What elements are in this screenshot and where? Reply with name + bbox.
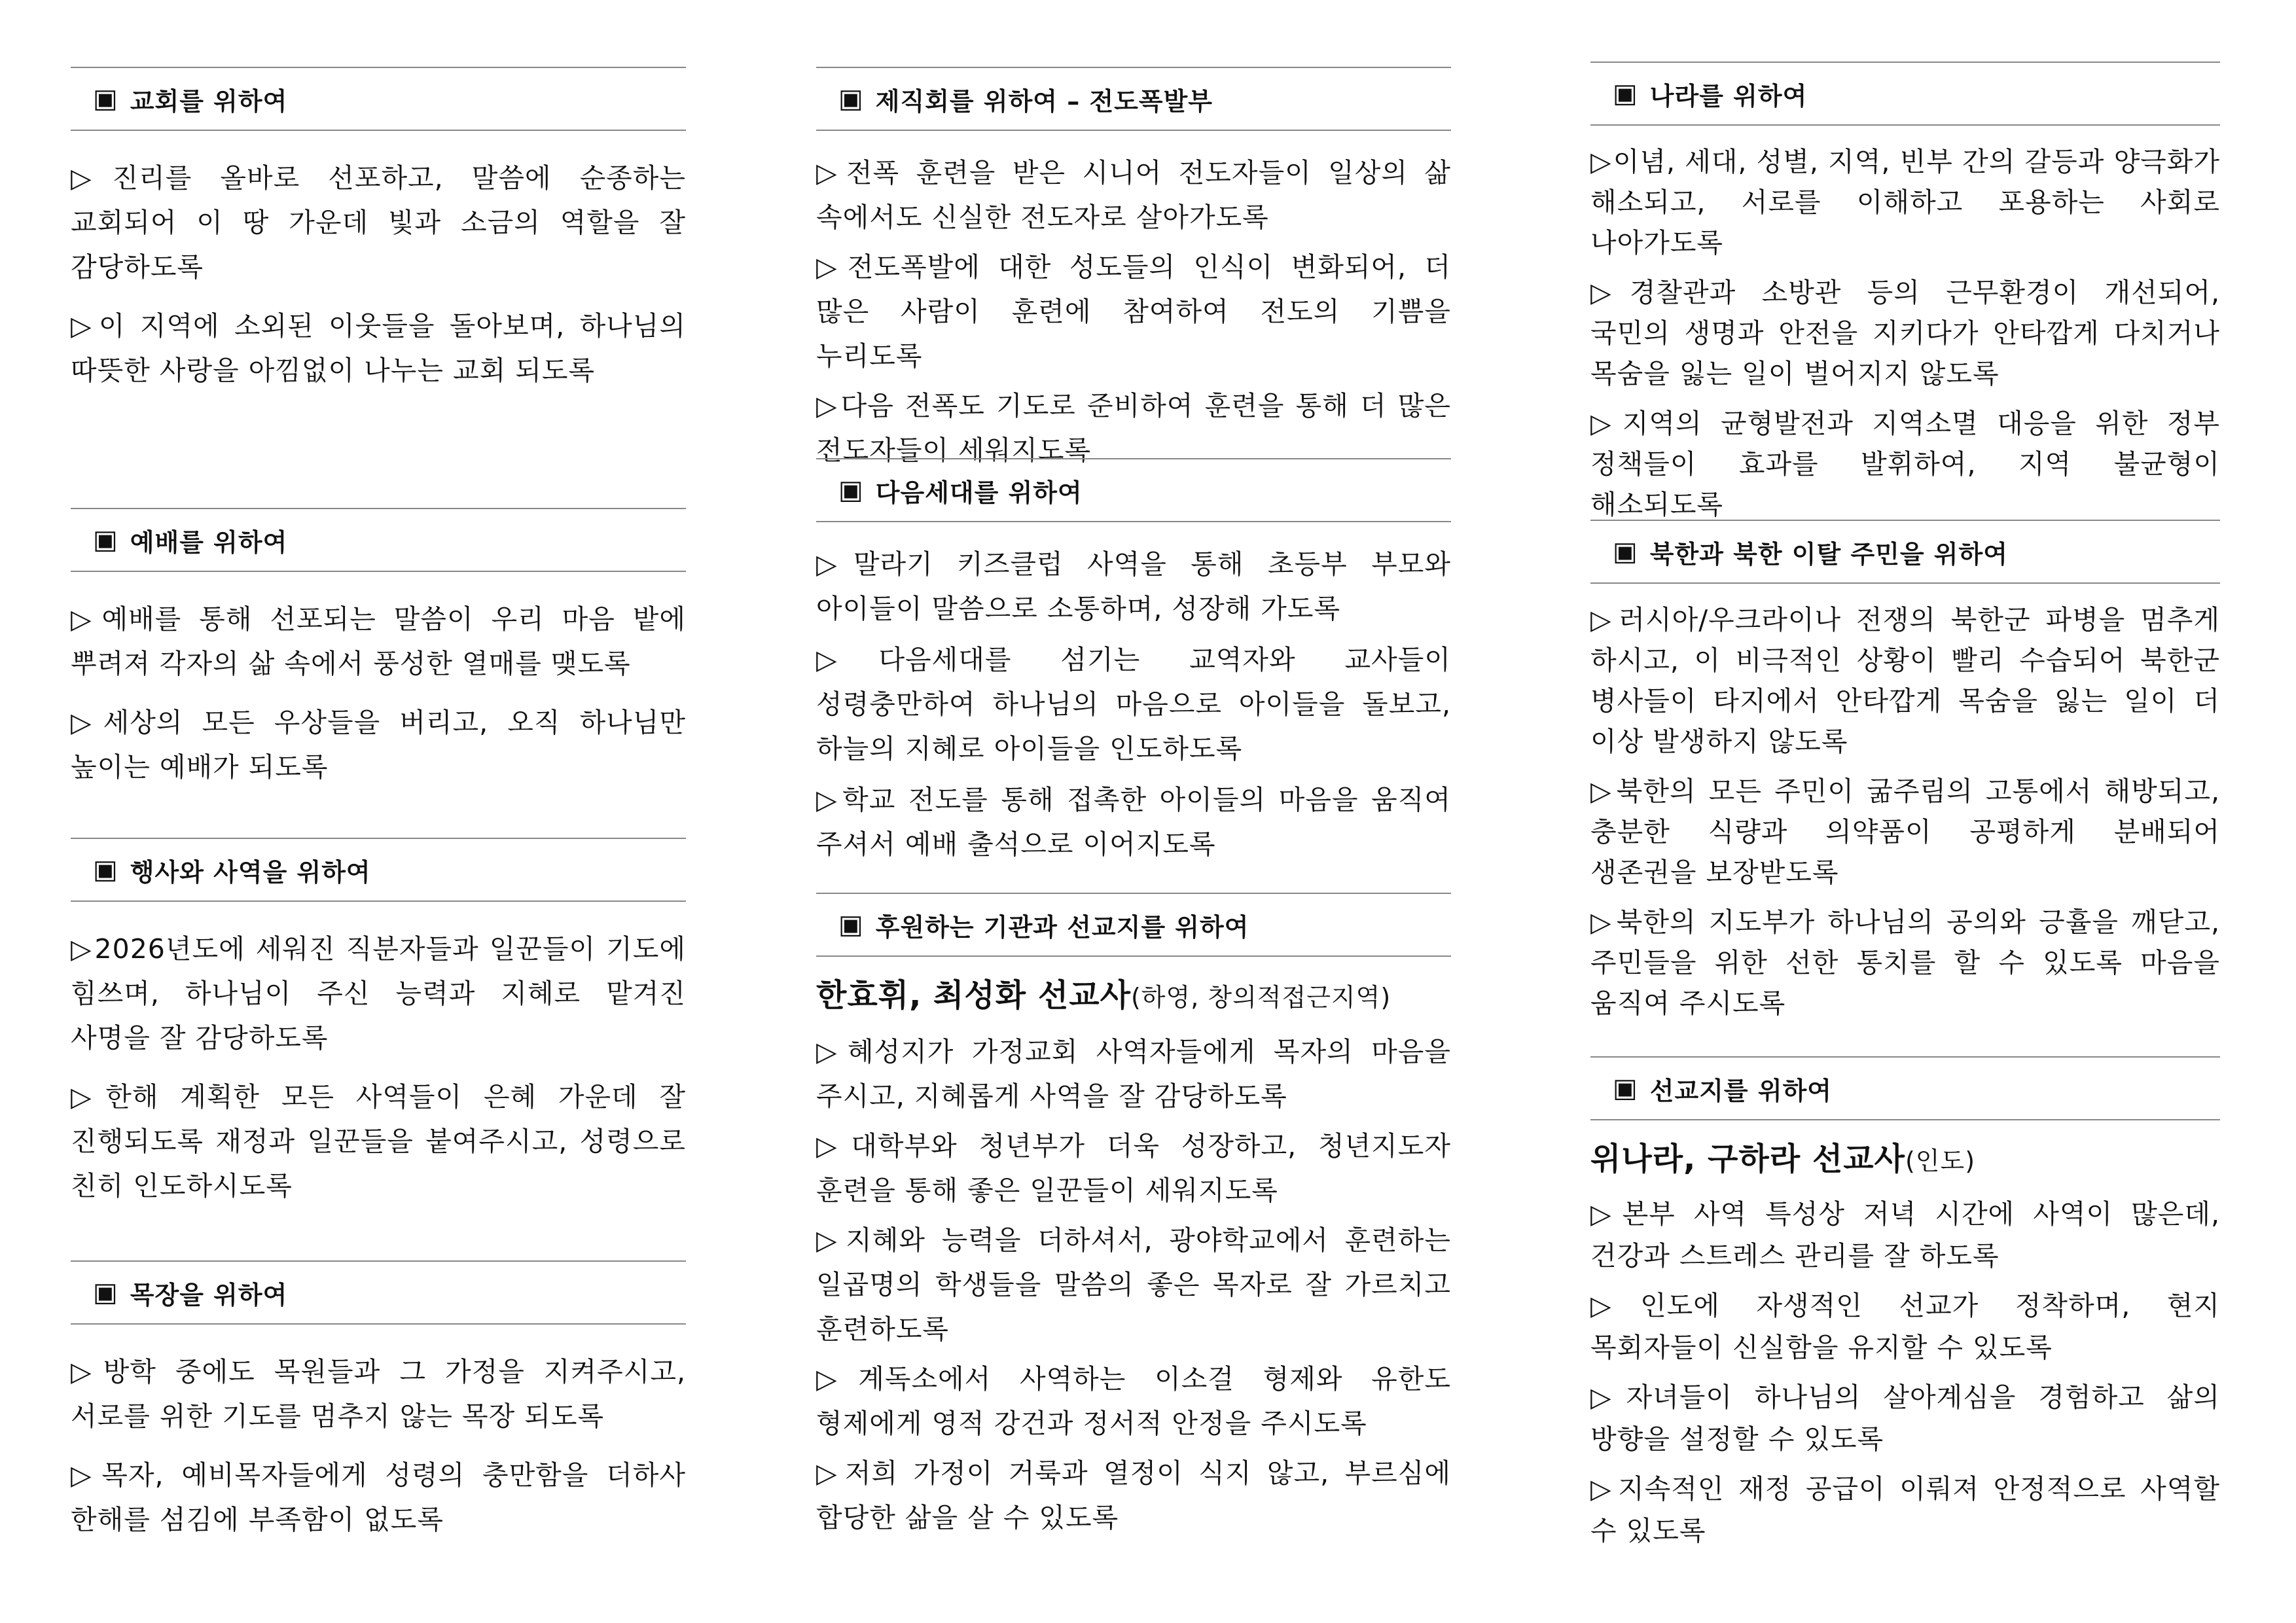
triangle-bullet-icon: ▷ (816, 157, 845, 188)
heading-text: 목장을 위하여 (130, 1280, 288, 1310)
prayer-item (1590, 902, 2220, 1024)
triangle-bullet-icon: ▷ (1590, 146, 1612, 177)
prayer-item (71, 597, 686, 686)
section-heading (71, 67, 686, 131)
prayer-text: 세상의 모든 우상들을 버리고, 오직 하나님만 높이는 예배가 되도록 (71, 707, 686, 783)
prayer-item (71, 1349, 686, 1438)
prayer-item (816, 245, 1451, 378)
prayer-item (71, 304, 686, 393)
prayer-item (71, 1453, 686, 1542)
prayer-text: 지역의 균형발전과 지역소멸 대응을 위한 정부 정책들이 효과를 발휘하여, 지역 불균형이 해소되도록 (1590, 408, 2220, 520)
triangle-bullet-icon: ▷ (1590, 1198, 1621, 1230)
prayer-text: 대학부와 청년부가 더욱 성장하고, 청년지도자 훈련을 통해 좋은 일꾼들이 세워지도록 (816, 1130, 1451, 1206)
triangle-bullet-icon: ▷ (816, 548, 852, 580)
triangle-bullet-icon: ▷ (1590, 604, 1618, 635)
triangle-bullet-icon: ▷ (816, 644, 878, 675)
prayer-item (1590, 141, 2220, 263)
prayer-text: 목자, 예비목자들에게 성령의 충만함을 더하사 한해를 섬김에 부족함이 없도록 (71, 1459, 686, 1535)
missionary-names: 위나라, 구하라 선교사 (1590, 1141, 1905, 1177)
prayer-item (816, 1357, 1451, 1446)
triangle-bullet-icon: ▷ (71, 1081, 105, 1113)
square-bullet-icon: ▣ (838, 475, 864, 505)
square-bullet-icon: ▣ (838, 84, 864, 114)
triangle-bullet-icon: ▷ (816, 1224, 845, 1256)
prayer-text: 학교 전도를 통해 접촉한 아이들의 마음을 움직여 주셔서 예배 출석으로 이어지도록 (816, 784, 1451, 860)
prayer-text: 러시아/우크라이나 전쟁의 북한군 파병을 멈추게 하시고, 이 비극적인 상황이 빨리 수습되어 북한군 병사들이 타지에서 안타깝게 목숨을 잃는 일이 더 이상 발생하지 않도록 (1590, 604, 2221, 757)
section-council (816, 67, 1451, 478)
triangle-bullet-icon: ▷ (71, 933, 94, 965)
prayer-text: 다음 전폭도 기도로 준비하여 훈련을 통해 더 많은 전도자들이 세워지도록 (816, 390, 1451, 466)
square-bullet-icon: ▣ (93, 855, 118, 885)
prayer-item (816, 1029, 1451, 1118)
prayer-text: 진리를 올바로 선포하고, 말씀에 순종하는 교회되어 이 땅 가운데 빛과 소금의 역할을 잘 감당하도록 (71, 162, 686, 283)
prayer-item (1590, 1285, 2220, 1368)
triangle-bullet-icon: ▷ (1590, 1382, 1625, 1413)
prayer-text: 전폭 훈련을 받은 시니어 전도자들이 일상의 삶 속에서도 신실한 전도자로 살아가도록 (816, 157, 1452, 233)
triangle-bullet-icon: ▷ (1590, 277, 1628, 308)
triangle-bullet-icon: ▷ (816, 1130, 850, 1162)
prayer-text: 전도폭발에 대한 성도들의 인식이 변화되어, 더 많은 사람이 훈련에 참여하여 전도의 기쁨을 누리도록 (816, 251, 1451, 372)
section-church (71, 67, 686, 407)
square-bullet-icon: ▣ (93, 525, 118, 555)
triangle-bullet-icon: ▷ (71, 1356, 102, 1387)
section-heading (71, 1260, 686, 1325)
heading-text: 교회를 위하여 (130, 86, 288, 116)
section-next-generation (816, 458, 1451, 873)
section-heading (71, 508, 686, 572)
triangle-bullet-icon: ▷ (816, 251, 846, 283)
prayer-item (816, 637, 1451, 771)
prayer-text: 본부 사역 특성상 저녁 시간에 사역이 많은데, 건강과 스트레스 관리를 잘 하도록 (1590, 1198, 2220, 1272)
prayer-text: 다음세대를 섬기는 교역자와 교사들이 성령충만하여 하나님의 마음으로 아이들을 돌보고, 하늘의 지혜로 아이들을 인도하도록 (816, 644, 1451, 764)
prayer-text: 지속적인 재정 공급이 이뤄져 안정적으로 사역할 수 있도록 (1590, 1473, 2220, 1546)
prayer-item (816, 777, 1451, 866)
heading-text: 북한과 북한 이탈 주민을 위하여 (1649, 539, 2008, 569)
prayer-item (1590, 403, 2220, 525)
section-events (71, 838, 686, 1222)
section-heading (816, 67, 1451, 131)
missionary-names: 한효휘, 최성화 선교사 (816, 977, 1131, 1014)
heading-text: 선교지를 위하여 (1649, 1076, 1832, 1105)
prayer-text: 한해 계획한 모든 사역들이 은혜 가운데 잘 진행되도록 재정과 일꾼들을 붙여주시고, 성령으로 친히 인도하시도록 (71, 1081, 687, 1202)
section-north-korea (1590, 520, 2220, 1033)
prayer-item (816, 1218, 1451, 1351)
prayer-item (71, 927, 686, 1060)
prayer-item (1590, 1376, 2220, 1460)
prayer-item (1590, 1468, 2220, 1552)
prayer-item (1590, 272, 2220, 394)
prayer-item (1590, 1193, 2220, 1277)
heading-text: 나라를 위하여 (1649, 81, 1808, 111)
section-heading (1590, 520, 2220, 584)
prayer-item (71, 1075, 686, 1208)
section-heading (816, 893, 1451, 957)
section-nation (1590, 62, 2220, 534)
section-heading (1590, 62, 2220, 126)
section-heading (1590, 1056, 2220, 1120)
missionary-title (1590, 1136, 2220, 1184)
prayer-item (816, 1124, 1451, 1213)
section-worship (71, 508, 686, 804)
section-mission-field (1590, 1056, 2220, 1560)
prayer-text: 혜성지가 가정교회 사역자들에게 목자의 마음을 주시고, 지혜롭게 사역을 잘 감당하도록 (816, 1036, 1452, 1112)
triangle-bullet-icon: ▷ (71, 707, 102, 738)
triangle-bullet-icon: ▷ (1590, 1473, 1617, 1505)
triangle-bullet-icon: ▷ (816, 784, 842, 815)
prayer-text: 저희 가정이 거룩과 열정이 식지 않고, 부르심에 합당한 삶을 살 수 있도록 (816, 1457, 1451, 1533)
prayer-text: 이념, 세대, 성별, 지역, 빈부 간의 갈등과 양극화가 해소되고, 서로를 이해하고 포용하는 사회로 나아가도록 (1590, 146, 2221, 259)
prayer-text: 방학 중에도 목원들과 그 가정을 지켜주시고, 서로를 위한 기도를 멈추지 않는 목장 되도록 (71, 1356, 686, 1432)
prayer-text: 북한의 모든 주민이 굶주림의 고통에서 해방되고, 충분한 식량과 의약품이 공평하게 분배되어 생존권을 보장받도록 (1590, 776, 2220, 888)
triangle-bullet-icon: ▷ (816, 1457, 844, 1489)
section-heading (71, 838, 686, 902)
heading-text: 예배를 위하여 (130, 527, 288, 557)
square-bullet-icon: ▣ (93, 1277, 118, 1308)
prayer-text: 자녀들이 하나님의 살아계심을 경험하고 삶의 방향을 설정할 수 있도록 (1590, 1382, 2220, 1455)
section-heading (816, 458, 1451, 522)
prayer-text: 경찰관과 소방관 등의 근무환경이 개선되어, 국민의 생명과 안전을 지키다가 안타깝게 다치거나 목숨을 잃는 일이 벌어지지 않도록 (1590, 277, 2220, 389)
triangle-bullet-icon: ▷ (1590, 1290, 1640, 1321)
triangle-bullet-icon: ▷ (1590, 776, 1615, 807)
prayer-text: 북한의 지도부가 하나님의 공의와 긍휼을 깨닫고, 주민들을 위한 선한 통치를 할 수 있도록 마음을 움직여 주시도록 (1590, 906, 2220, 1019)
prayer-item (816, 1451, 1451, 1540)
missionary-location: (하영, 창의적접근지역) (1130, 983, 1391, 1012)
prayer-text: 인도에 자생적인 선교가 정착하며, 현지 목회자들이 신실함을 유지할 수 있도록 (1590, 1290, 2221, 1363)
prayer-text: 이 지역에 소외된 이웃들을 돌아보며, 하나님의 따뜻한 사랑을 아낌없이 나누는 교회 되도록 (71, 310, 686, 386)
triangle-bullet-icon: ▷ (816, 1363, 857, 1395)
triangle-bullet-icon: ▷ (71, 162, 111, 194)
triangle-bullet-icon: ▷ (816, 1036, 846, 1067)
prayer-item (816, 542, 1451, 631)
prayer-item (1590, 771, 2220, 893)
triangle-bullet-icon: ▷ (71, 603, 101, 635)
heading-text: 다음세대를 위하여 (875, 478, 1083, 507)
heading-text: 제직회를 위하여 – 전도폭발부 (875, 86, 1213, 116)
prayer-text: 2026년도에 세워진 직분자들과 일꾼들이 기도에 힘쓰며, 하나님이 주신 능력과 지혜로 맡겨진 사명을 잘 감당하도록 (71, 933, 686, 1054)
square-bullet-icon: ▣ (93, 84, 118, 114)
triangle-bullet-icon: ▷ (71, 310, 98, 342)
prayer-item (71, 700, 686, 789)
square-bullet-icon: ▣ (838, 910, 864, 940)
triangle-bullet-icon: ▷ (71, 1459, 101, 1491)
heading-text: 행사와 사역을 위하여 (130, 857, 371, 887)
triangle-bullet-icon: ▷ (1590, 906, 1615, 938)
section-support (816, 893, 1451, 1545)
square-bullet-icon: ▣ (1613, 79, 1638, 109)
prayer-text: 말라기 키즈클럽 사역을 통해 초등부 부모와 아이들이 말씀으로 소통하며, 성장해 가도록 (816, 548, 1451, 624)
square-bullet-icon: ▣ (1613, 537, 1638, 567)
square-bullet-icon: ▣ (1613, 1073, 1638, 1103)
prayer-text: 예배를 통해 선포되는 말씀이 우리 마음 밭에 뿌려져 각자의 삶 속에서 풍성한 열매를 맺도록 (71, 603, 687, 679)
triangle-bullet-icon: ▷ (1590, 408, 1621, 439)
prayer-text: 지혜와 능력을 더하셔서, 광야학교에서 훈련하는 일곱명의 학생들을 말씀의 좋은 목자로 잘 가르치고 훈련하도록 (816, 1224, 1451, 1345)
missionary-title (816, 972, 1451, 1020)
section-pastorate (71, 1260, 686, 1556)
prayer-text: 계독소에서 사역하는 이소걸 형제와 유한도 형제에게 영적 강건과 정서적 안정을 주시도록 (816, 1363, 1451, 1439)
missionary-location: (인도) (1905, 1147, 1976, 1175)
prayer-item (1590, 599, 2220, 762)
heading-text: 후원하는 기관과 선교지를 위하여 (875, 912, 1249, 942)
prayer-item (816, 151, 1451, 240)
prayer-item (71, 156, 686, 289)
triangle-bullet-icon: ▷ (816, 390, 840, 421)
